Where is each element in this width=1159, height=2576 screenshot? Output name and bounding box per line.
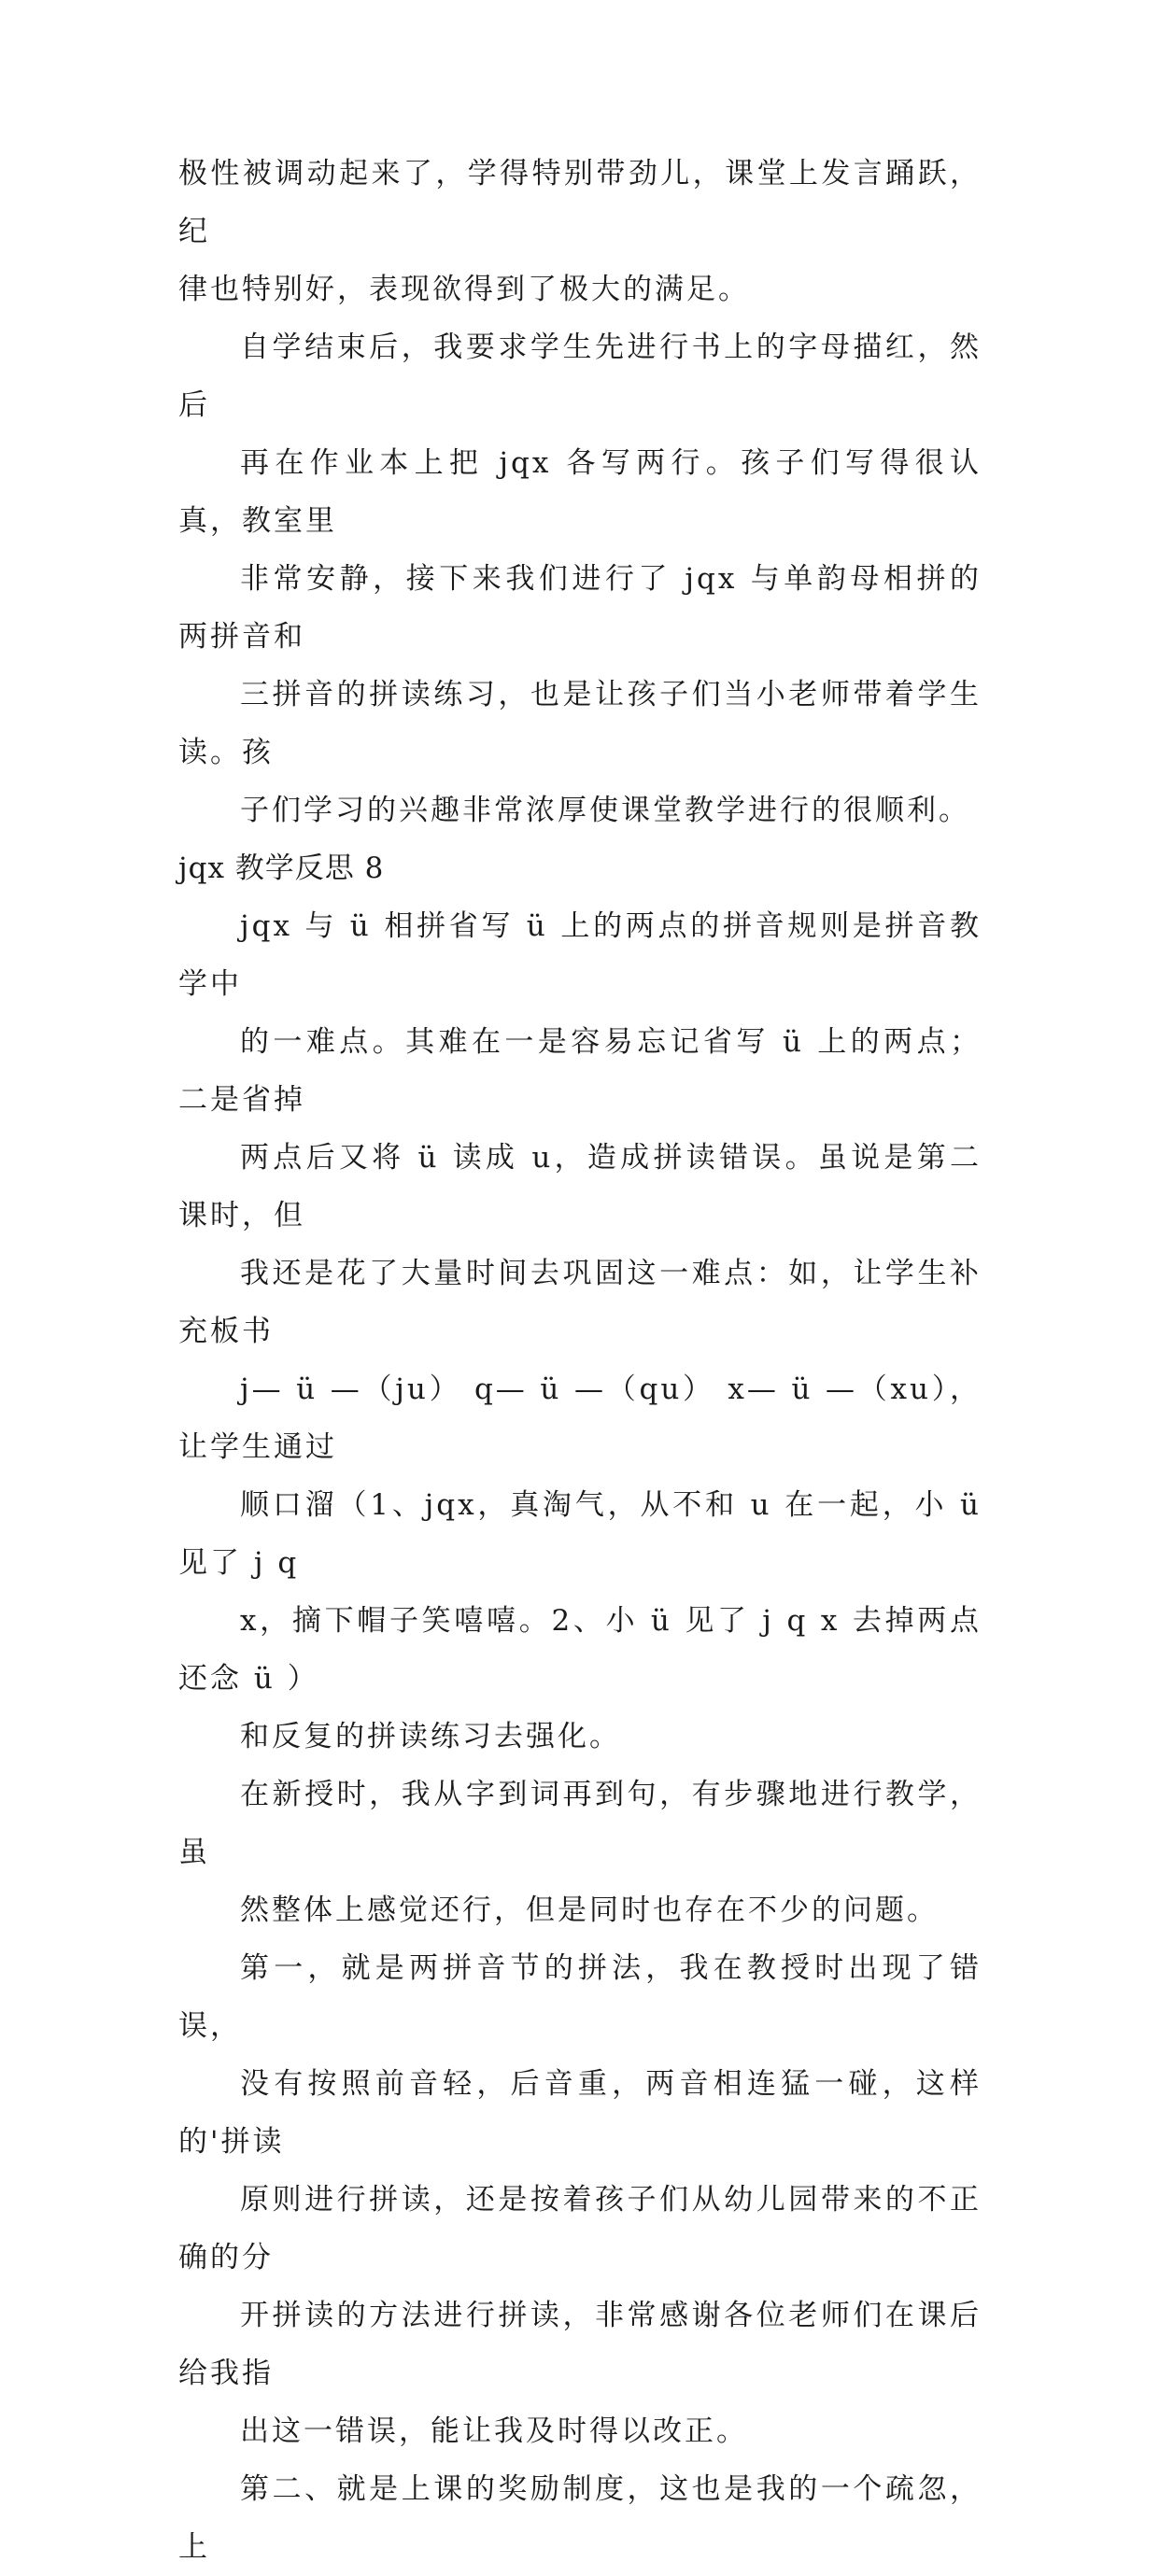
text-line: x，摘下帽子笑嘻嘻。2、小 ü 见了 j q x 去掉两点还念 ü ）	[178, 1604, 982, 1696]
text-line: 非常安静，接下来我们进行了 jqx 与单韵母相拼的两拼音和	[178, 562, 982, 654]
text-line: 的一难点。其难在一是容易忘记省写 ü 上的两点；二是省掉	[178, 1025, 982, 1117]
paragraph-u-umlaut-rule	[178, 897, 982, 1766]
section-heading: jqx 教学反思 8	[178, 852, 385, 885]
text-line: 出这一错误，能让我及时得以改正。	[240, 2414, 748, 2448]
text-line: 没有按照前音轻，后音重，两音相连猛一碰，这样的'拼读	[178, 2067, 982, 2159]
text-line: 第二、就是上课的奖励制度，这也是我的一个疏忽，上	[178, 2472, 982, 2564]
text-line: 两点后又将 ü 读成 u，造成拼读错误。虽说是第二课时，但	[178, 1141, 982, 1232]
text-line: 顺口溜（1、jqx，真淘气，从不和 u 在一起，小 ü 见了 j q	[178, 1488, 982, 1580]
text-line: 自学结束后，我要求学生先进行书上的字母描红，然后	[178, 331, 982, 422]
text-line: 律也特别好，表现欲得到了极大的满足。	[178, 273, 750, 306]
paragraph-first-issue	[178, 1939, 982, 2460]
text-line: 原则进行拼读，还是按着孩子们从幼儿园带来的不正确的分	[178, 2183, 982, 2274]
text-line: 子们学习的兴趣非常浓厚使课堂教学进行的很顺利。	[240, 794, 970, 827]
text-line: 开拼读的方法进行拼读，非常感谢各位老师们在课后给我指	[178, 2299, 982, 2390]
paragraph-self-study	[178, 318, 982, 839]
document-body	[178, 145, 982, 2576]
text-line: jqx 与 ü 相拼省写 ü 上的两点的拼音规则是拼音教学中	[178, 909, 982, 1001]
paragraph-new-lesson	[178, 1766, 982, 1939]
text-line: 我还是花了大量时间去巩固这一难点：如，让学生补充板书	[178, 1257, 982, 1348]
text-line: 然整体上感觉还行，但是同时也存在不少的问题。	[240, 1893, 939, 1927]
paragraph-classroom-enthusiasm	[178, 145, 982, 318]
text-line: 极性被调动起来了，学得特别带劲儿，课堂上发言踊跃，纪	[178, 157, 982, 248]
text-line: 和反复的拼读练习去强化。	[240, 1720, 621, 1753]
text-line: 三拼音的拼读练习，也是让孩子们当小老师带着学生读。孩	[178, 678, 982, 769]
text-line: 在新授时，我从字到词再到句，有步骤地进行教学，虽	[178, 1778, 982, 1869]
text-line: j— ü —（ju） q— ü —（qu） x— ü —（xu），让学生通过	[178, 1372, 982, 1464]
text-line: 再在作业本上把 jqx 各写两行。孩子们写得很认真，教室里	[178, 446, 982, 538]
paragraph-second-issue	[178, 2460, 982, 2576]
text-line: 第一，就是两拼音节的拼法，我在教授时出现了错误，	[178, 1951, 982, 2043]
